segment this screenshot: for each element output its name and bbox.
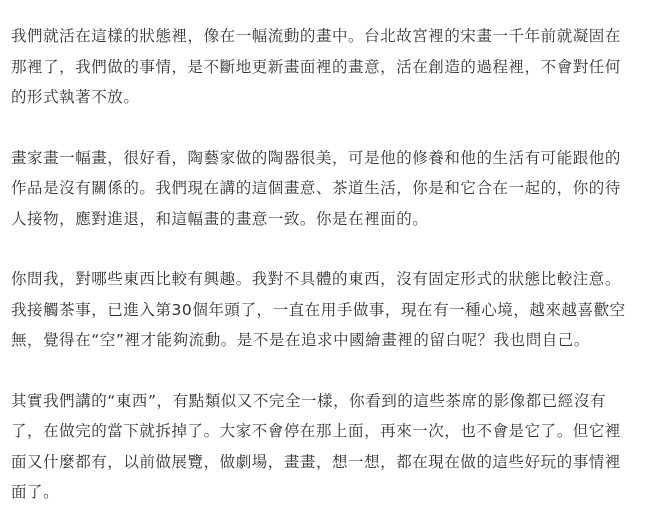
paragraph-1: [11, 21, 661, 113]
paragraph-3: [11, 264, 661, 356]
text-line: 我們就活在這樣的狀態裡，像在一幅流動的畫中。台北故宮裡的宋畫一千年前就凝固在: [11, 27, 621, 45]
paragraph-spacer: [11, 234, 661, 264]
text-line: 其實我們講的“東西”，有點類似又不完全一樣，你看到的這些茶席的影像都已經沒有: [11, 391, 606, 410]
paragraph-spacer: [11, 113, 661, 143]
text-line: 的形式執著不放。: [11, 88, 140, 106]
text-line: 了，在做完的當下就拆掉了。大家不會停在那上面，再來一次，也不會是它了。但它裡: [11, 422, 621, 440]
text-line: 那裡了，我們做的事情，是不斷地更新畫面裡的畫意，活在創造的過程裡，不會對任何: [11, 57, 621, 76]
paragraph-spacer: [11, 356, 661, 386]
text-line: 我接觸茶事，已進入第30個年頭了，一直在用手做事，現在有一種心境，越來越喜歡空: [11, 300, 626, 319]
paragraph-4: [11, 386, 661, 508]
text-line: 面又什麼都有，以前做展覽，做劇場，畫畫，想一想，都在現在做的這些好玩的事情裡: [11, 452, 621, 471]
text-line: 你問我，對哪些東西比較有興趣。我對不具體的東西，沒有固定形式的狀態比較注意。: [11, 270, 621, 288]
text-line: 畫家畫一幅畫，很好看，陶藝家做的陶器很美，可是他的修養和他的生活有可能跟他的: [11, 148, 621, 167]
text-line: 作品是沒有關係的。我們現在講的這個畫意、茶道生活，你是和它合在一起的，你的待: [11, 179, 621, 197]
text-line: 無，覺得在“空”裡才能夠流動。是不是在追求中國繪畫裡的留白呢？我也問自己。: [11, 331, 590, 349]
text-line: 人接物，應對進退，和這幅畫的畫意一致。你是在裡面的。: [11, 209, 429, 228]
paragraph-2: [11, 143, 661, 235]
article-body: [11, 21, 661, 508]
text-line: 面了。: [11, 483, 60, 501]
